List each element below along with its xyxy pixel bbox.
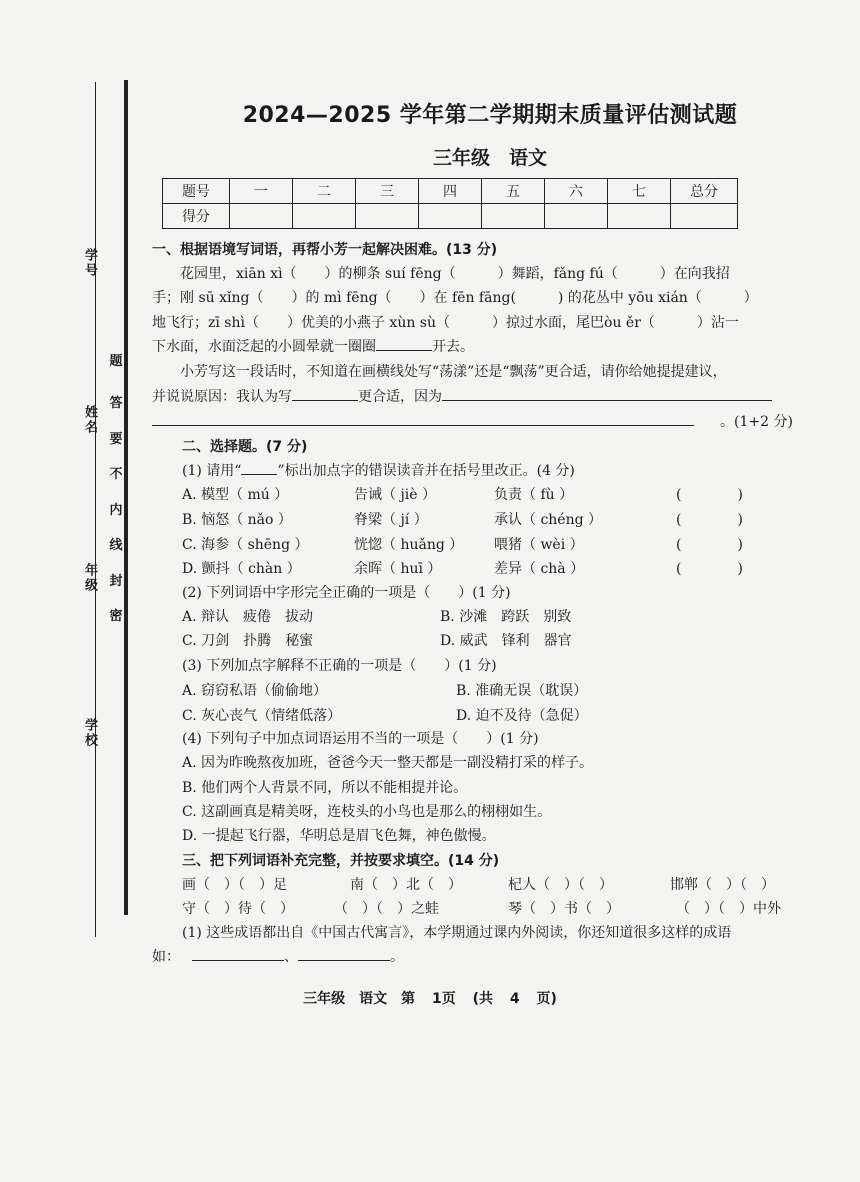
answer-paren[interactable]: ( ) bbox=[676, 487, 743, 503]
question-2-3: (3) 下列加点字解释不正确的一项是（ ）(1 分) bbox=[182, 658, 497, 674]
seal-char: 答 bbox=[109, 396, 123, 411]
q1-option[interactable]: 负责（ fù ） bbox=[494, 487, 574, 503]
q1-option[interactable]: B. 恼怒（ nǎo ） bbox=[182, 512, 292, 528]
score-cell: 题号 bbox=[163, 179, 230, 204]
question-2-2: (2) 下列词语中字形完全正确的一项是（ ）(1 分) bbox=[182, 585, 511, 601]
seal-char: 封 bbox=[109, 574, 123, 589]
q1-option[interactable]: 恍惚（ huǎng ） bbox=[354, 537, 464, 553]
mark-blank bbox=[241, 474, 277, 475]
seal-char: 要 bbox=[109, 432, 123, 447]
question-3-1-answer bbox=[152, 946, 404, 966]
section1-text: 开去。 bbox=[432, 339, 474, 355]
question-2-1 bbox=[182, 460, 842, 480]
score-cell: 五 bbox=[482, 179, 545, 204]
exam-subtitle: 三年级 语文 bbox=[432, 147, 547, 169]
section1-text: 更合适，因为 bbox=[358, 389, 442, 405]
score-input[interactable] bbox=[545, 204, 608, 229]
label-school: 学校 bbox=[82, 718, 97, 748]
seal-char: 内 bbox=[109, 503, 123, 518]
score-table bbox=[162, 178, 738, 229]
q-text: 。 bbox=[390, 949, 404, 965]
section1-text: 。(1+2 分) bbox=[720, 414, 793, 430]
section1-line: 小芳写这一段话时，不知道在画横线处写“荡漾”还是“飘荡”更合适，请你给她提提建议， bbox=[180, 364, 727, 380]
q1-option[interactable]: 喂猪（ wèi ） bbox=[494, 537, 584, 553]
fill-blank[interactable] bbox=[298, 960, 390, 961]
section1-line: 地飞行；zī shì（ ）优美的小燕子 xùn sù（ ）掠过水面，尾巴òu ěr（ ）沾一 bbox=[152, 315, 739, 331]
section1-line bbox=[152, 411, 812, 431]
score-cell: 七 bbox=[608, 179, 671, 204]
q2-option[interactable]: B. 沙滩 跨跃 别致 bbox=[440, 609, 572, 625]
q-text: (1) 请用“ bbox=[182, 463, 242, 479]
q4-option[interactable]: A. 因为昨晚熬夜加班，爸爸今天一整天都是一副没精打采的样子。 bbox=[182, 755, 594, 771]
q1-option[interactable]: 脊梁（ jí ） bbox=[354, 512, 428, 528]
score-table-score-row bbox=[163, 204, 738, 229]
q-text: 、 bbox=[284, 949, 298, 965]
score-cell: 六 bbox=[545, 179, 608, 204]
section1-text: 并说说原因：我认为写 bbox=[152, 389, 292, 405]
fill-blank[interactable] bbox=[376, 350, 432, 351]
score-cell: 三 bbox=[356, 179, 419, 204]
q3-option[interactable]: C. 灰心丧气（情绪低落） bbox=[182, 708, 342, 724]
score-input[interactable] bbox=[419, 204, 482, 229]
label-name: 姓名 bbox=[82, 405, 97, 435]
q4-option[interactable]: C. 这副画真是精美呀，连枝头的小鸟也是那么的栩栩如生。 bbox=[182, 804, 552, 820]
binding-line-thin bbox=[95, 82, 96, 937]
score-input[interactable] bbox=[671, 204, 738, 229]
section1-heading: 一、根据语境写词语，再帮小芳一起解决困难。(13 分) bbox=[152, 242, 498, 258]
idiom-fill[interactable]: （ ）（ ）中外 bbox=[676, 901, 781, 917]
score-cell: 四 bbox=[419, 179, 482, 204]
q4-option[interactable]: D. 一提起飞行器，华明总是眉飞色舞，神色傲慢。 bbox=[182, 828, 496, 844]
q1-option[interactable]: D. 颤抖（ chàn ） bbox=[182, 561, 301, 577]
q3-option[interactable]: B. 准确无误（耽误） bbox=[456, 683, 588, 699]
idiom-fill[interactable]: 守（ ）待（ ） bbox=[182, 901, 294, 917]
seal-char: 不 bbox=[109, 467, 123, 482]
label-student-id: 学号 bbox=[82, 248, 97, 278]
q-text: ”标出加点字的错误读音并在括号里改正。(4 分) bbox=[277, 463, 575, 479]
binding-line-thick bbox=[124, 80, 128, 915]
section1-line bbox=[152, 336, 812, 356]
idiom-fill[interactable]: 南（ ）北（ ） bbox=[350, 877, 462, 893]
section1-line: 手；刚 sū xǐng（ ）的 mì fēng（ ）在 fēn fāng( ) 的花丛中 yōu xián（ ） bbox=[152, 290, 758, 306]
section1-line: 花园里，xiān xì（ ）的柳条 suí fēng（ ）舞蹈，fǎng fú（ ）在向我招 bbox=[180, 266, 730, 282]
q2-option[interactable]: A. 辩认 疲倦 拔动 bbox=[182, 609, 314, 625]
q3-option[interactable]: A. 窃窃私语（偷偷地） bbox=[182, 683, 328, 699]
section1-text: 下水面，水面泛起的小圆晕就一圈圈 bbox=[152, 339, 376, 355]
score-cell: 得分 bbox=[163, 204, 230, 229]
section2-heading: 二、选择题。(7 分) bbox=[182, 439, 308, 455]
seal-char: 线 bbox=[109, 538, 123, 553]
fill-blank[interactable] bbox=[192, 960, 284, 961]
score-input[interactable] bbox=[482, 204, 545, 229]
score-input[interactable] bbox=[356, 204, 419, 229]
score-input[interactable] bbox=[293, 204, 356, 229]
section1-line bbox=[152, 386, 812, 406]
seal-char: 题 bbox=[109, 354, 123, 369]
q1-option[interactable]: 承认（ chéng ） bbox=[494, 512, 603, 528]
answer-paren[interactable]: ( ) bbox=[676, 561, 743, 577]
idiom-fill[interactable]: 琴（ ）书（ ） bbox=[508, 901, 620, 917]
fill-blank[interactable] bbox=[292, 400, 358, 401]
answer-paren[interactable]: ( ) bbox=[676, 537, 743, 553]
q1-option[interactable]: C. 海参（ shēng ） bbox=[182, 537, 309, 553]
q2-option[interactable]: C. 刀剑 扑腾 秘蜜 bbox=[182, 633, 314, 649]
fill-blank[interactable] bbox=[152, 425, 694, 426]
score-table-header-row bbox=[163, 179, 738, 204]
label-grade: 年级 bbox=[82, 563, 97, 593]
question-3-1: (1) 这些成语都出自《中国古代寓言》，本学期通过课内外阅读，你还知道很多这样的成语 bbox=[182, 925, 732, 941]
idiom-fill[interactable]: 邯郸（ ）（ ） bbox=[670, 877, 775, 893]
q2-option[interactable]: D. 威武 锋利 器官 bbox=[440, 633, 572, 649]
answer-paren[interactable]: ( ) bbox=[676, 512, 743, 528]
score-input[interactable] bbox=[608, 204, 671, 229]
score-cell: 总分 bbox=[671, 179, 738, 204]
section3-heading: 三、把下列词语补充完整，并按要求填空。(14 分) bbox=[182, 853, 500, 869]
fill-blank[interactable] bbox=[442, 400, 772, 401]
q4-option[interactable]: B. 他们两个人背景不同，所以不能相提并论。 bbox=[182, 780, 468, 796]
page-footer: 三年级 语文 第 1页 (共 4 页) bbox=[303, 991, 557, 1007]
score-cell: 二 bbox=[293, 179, 356, 204]
idiom-fill[interactable]: （ ）（ ）之蛙 bbox=[334, 901, 439, 917]
q1-option[interactable]: A. 模型（ mú ） bbox=[182, 487, 289, 503]
exam-title: 2024—2025 学年第二学期期末质量评估测试题 bbox=[242, 103, 738, 128]
q1-option[interactable]: 余晖（ huī ） bbox=[354, 561, 442, 577]
score-cell: 一 bbox=[230, 179, 293, 204]
q-text: 如： bbox=[152, 949, 180, 965]
q1-option[interactable]: 差异（ chà ） bbox=[494, 561, 585, 577]
idiom-fill[interactable]: 画（ ）（ ）足 bbox=[182, 877, 287, 893]
q3-option[interactable]: D. 迫不及待（急促） bbox=[456, 708, 588, 724]
score-input[interactable] bbox=[230, 204, 293, 229]
question-2-4: (4) 下列句子中加点词语运用不当的一项是（ ）(1 分) bbox=[182, 731, 539, 747]
q1-option[interactable]: 告诫（ jiè ） bbox=[354, 487, 437, 503]
idiom-fill[interactable]: 杞人（ ）（ ） bbox=[508, 877, 613, 893]
seal-char: 密 bbox=[109, 609, 123, 624]
